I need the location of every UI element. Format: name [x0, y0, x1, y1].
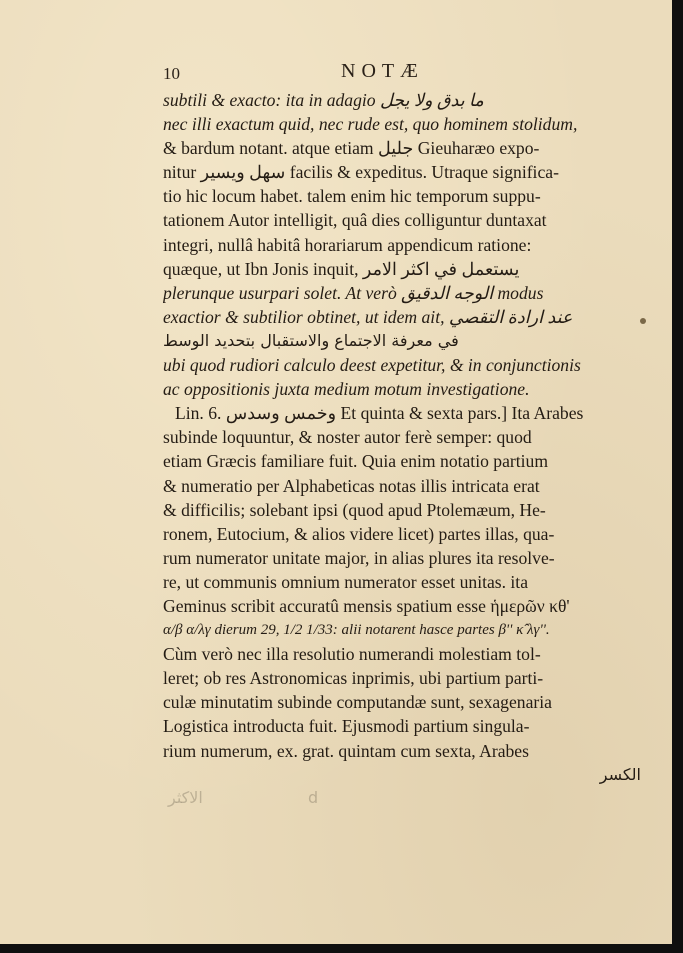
text-line: & bardum notant. atque etiam جليل Gieuharæo expo- — [163, 138, 540, 159]
page-edge-shadow — [0, 944, 683, 953]
text-line: ac oppositionis juxta medium motum investigatione. — [163, 379, 530, 400]
body-text — [163, 88, 641, 787]
text-line: nitur سهل ويسير facilis & expeditus. Utraque significa- — [163, 162, 559, 183]
paper-wormhole — [640, 318, 646, 324]
text-line: integri, nullâ habitâ horariarum appendicum ratione: — [163, 234, 532, 255]
text-line: tio hic locum habet. talem enim hic temporum suppu- — [163, 186, 541, 207]
text-line: leret; ob res Astronomicas inprimis, ubi partium parti- — [163, 668, 544, 689]
text-line: α/β α/λγ dierum 29, 1/2 1/33: alii notarent hasce partes β'' κ̂ λγ''. — [163, 622, 550, 639]
text-line: & difficilis; solebant ipsi (quod apud Ptolemæum, He- — [163, 499, 546, 520]
text-line: subinde loquuntur, & noster autor ferè semper: quod — [163, 427, 532, 448]
text-line: Cùm verò nec illa resolutio numerandi molestiam tol- — [163, 644, 541, 665]
text-line: quæque, ut Ibn Jonis inquit, يستعمل في اكثر الامر — [163, 258, 520, 279]
text-line: plerunque usurpari solet. At verò الوجه الدقيق modus — [163, 282, 544, 303]
catchword: الكسر — [599, 764, 641, 784]
text-line: Logistica introducta fuit. Ejusmodi partium singula- — [163, 716, 530, 737]
bleed-through-word: الاكثر — [168, 788, 203, 807]
text-line: Lin. 6. وخمس وسدس Et quinta & sexta pars.] Ita Arabes — [175, 403, 584, 424]
text-line: ronem, Eutocium, & alios videre licet) partes illas, qua- — [163, 523, 555, 544]
text-line: rum numerator unitate major, in alias plures ita resolve- — [163, 547, 555, 568]
text-line-arabic: في معرفة الاجتماع والاستقبال بتحديد الوسط — [163, 330, 459, 350]
running-head: NOTÆ — [341, 60, 424, 82]
text-line: rium numerum, ex. grat. quintam cum sexta, Arabes — [163, 740, 529, 761]
text-line: subtili & exacto: ita in adagio ما بدق ولا يجل — [163, 90, 484, 110]
text-line: & numeratio per Alphabeticas notas illis intricata erat — [163, 475, 540, 496]
page-number: 10 — [163, 64, 180, 83]
text-line: ubi quod rudiori calculo deest expetitur, & in conjunctionis — [163, 355, 581, 376]
bleed-through-text — [168, 788, 588, 812]
text-line: culæ minutatim subinde computandæ sunt, sexagenaria — [163, 692, 552, 713]
text-line: exactior & subtilior obtinet, ut idem ait, عند ارادة التقصي — [163, 306, 573, 327]
page-header — [163, 60, 643, 88]
text-line: nec illi exactum quid, nec rude est, quo hominem stolidum, — [163, 114, 578, 135]
text-line: re, ut communis omnium numerator esset unitas. ita — [163, 571, 529, 592]
text-line: etiam Græcis familiare fuit. Quia enim notatio partium — [163, 451, 549, 472]
page-edge-shadow — [672, 0, 683, 953]
bleed-through-word: d — [307, 788, 319, 807]
text-line: tationem Autor intelligit, quâ dies colliguntur duntaxat — [163, 210, 547, 231]
text-line: Geminus scribit accuratû mensis spatium esse ἡμερῶν κθ' — [163, 595, 570, 616]
